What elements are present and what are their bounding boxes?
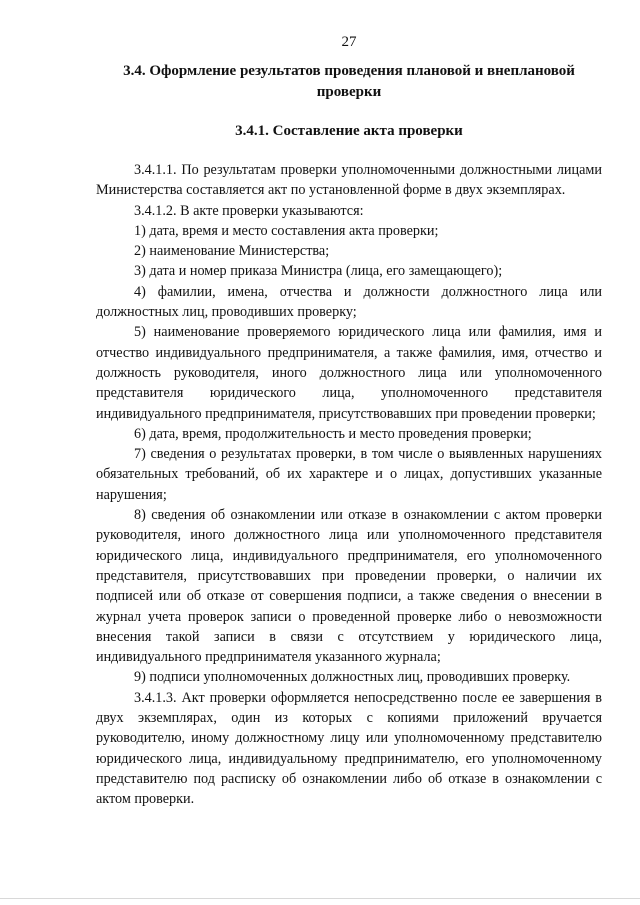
page-number: 27 bbox=[341, 34, 357, 50]
subsection-title: 3.4.1. Составление акта проверки bbox=[235, 123, 463, 139]
paragraph-3-4-1-3: 3.4.1.3. Акт проверки оформляется непосредственно после ее завершения в двух экземплярах, один из которых с копиями приложений вручается руководителю, иному должностному лицу или уполномоченному представителю юридического лица, индивидуальному предпринимателю, его уполномоченному представителю под расписку об ознакомлении либо об отказе в ознакомлении с актом проверки. bbox=[96, 689, 602, 808]
page-bottom-edge bbox=[0, 898, 640, 899]
list-item-8: 8) сведения об ознакомлении или отказе в ознакомлении с актом проверки руководителя, иного должностного лица или уполномоченного представителя юридического лица, индивидуального предпринимателя, его уполномоченного представителя, присутствовавших при проведении проверки, о наличии их подписей или об отказе от совершения подписи, а также сведения о внесении в журнал учета проверок записи о проведенной проверке либо о невозможности внесения такой записи в связи с отсутствием у юридического лица, индивидуального предпринимателя указанного журнала; bbox=[96, 507, 602, 666]
list-item-5: 5) наименование проверяемого юридического лица или фамилия, имя и отчество индивидуального предпринимателя, а также фамилия, имя, отчество и должность руководителя, иного должностного лица или уполномоченного представителя юридического лица, уполномоченного представителя индивидуального предпринимателя, присутствовавших при проведении проверки; bbox=[96, 324, 602, 422]
list-item-9: 9) подписи уполномоченных должностных лиц, проводивших проверку. bbox=[134, 669, 571, 686]
paragraph-3-4-1-2: 3.4.1.2. В акте проверки указываются: bbox=[134, 202, 364, 219]
list-item-7: 7) сведения о результатах проверки, в том числе о выявленных нарушениях обязательных требований, об их характере и о лицах, допустивших указанные нарушения; bbox=[96, 446, 602, 503]
section-title: 3.4. Оформление результатов проведения плановой и внеплановой проверки bbox=[123, 63, 575, 100]
document-body bbox=[96, 160, 602, 810]
list-item-4: 4) фамилии, имена, отчества и должности должностного лица или должностных лиц, проводивших проверку; bbox=[96, 283, 602, 321]
list-item-1: 1) дата, время и место составления акта проверки; bbox=[134, 222, 439, 239]
paragraph-3-4-1-1: 3.4.1.1. По результатам проверки уполномоченными должностными лицами Министерства составляется акт по установленной форме в двух экземплярах. bbox=[96, 162, 602, 199]
list-item-6: 6) дата, время, продолжительность и место проведения проверки; bbox=[134, 425, 532, 442]
list-item-2: 2) наименование Министерства; bbox=[134, 243, 330, 260]
list-item-3: 3) дата и номер приказа Министра (лица, его замещающего); bbox=[134, 263, 503, 280]
